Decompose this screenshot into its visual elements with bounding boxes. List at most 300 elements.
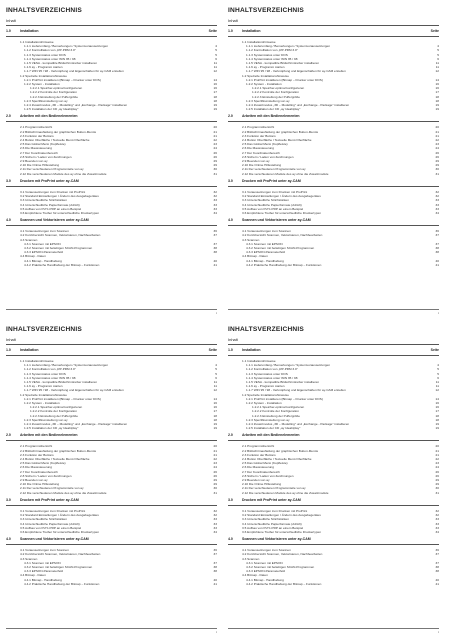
- toc-entry: [6, 263, 217, 267]
- toc-entry-page: 21: [213, 448, 217, 453]
- toc-entry-text: 4.3 Scannen: [242, 237, 260, 242]
- section-heading: [6, 433, 217, 438]
- toc-entry-page: 32: [213, 189, 217, 194]
- toc-entry-page: 17: [213, 409, 217, 414]
- toc-entry-page: 21: [435, 448, 439, 453]
- toc-entry-text: 1.1.5 VESA - kompatible Bildschirmtreiber installieren: [24, 380, 98, 385]
- toc-entry-text: 2.3 Funktion der Buttons: [242, 452, 276, 457]
- section-heading: [228, 29, 439, 34]
- section-number: 2.0: [228, 114, 233, 119]
- toc-entry-page: 31: [435, 171, 439, 176]
- toc-entry-text: 4.3.1 Scannen mit EPSON: [246, 560, 283, 565]
- toc-entry-text: 1.1 Installationshinweise: [20, 359, 54, 363]
- toc-entry-text: 3.3 Unterschiedliche Strichstärken: [242, 517, 289, 522]
- toc-entry-text: 1.2.5 Installation der CD „ay Ideabiplay": [24, 107, 79, 112]
- toc-entry-text: 4.1 Voraussetzungen zum Scannen: [20, 548, 69, 553]
- toc-entry-page: 19: [435, 426, 439, 431]
- toc-entry-text: 2.1 Programmübersicht: [242, 125, 275, 130]
- toc-section: [6, 348, 217, 430]
- toc-entry-text: 1.2.2.1 Speicher-optimal konfigurieren: [252, 405, 305, 410]
- toc-entry-text: 3.4 Unterschiedliche Papierformate (A4/A3): [20, 521, 80, 526]
- toc-page-top-right: [228, 7, 439, 317]
- toc-entry-page: 37: [213, 552, 217, 557]
- toc-entry-page: 11: [213, 65, 217, 70]
- toc-entry-page: 24: [435, 465, 439, 470]
- toc-entry-text: 2.3 Funktion der Buttons: [20, 452, 54, 457]
- toc-entry-text: 1.2.5 Installation der CD „ay Ideabiplay": [24, 426, 79, 431]
- toc-entry-page: 19: [213, 103, 217, 108]
- toc-entry-text: 2.6 Die Maussteuerung: [242, 465, 274, 470]
- toc-entry-page: 11: [435, 61, 439, 66]
- section-divider: [228, 440, 439, 441]
- toc-page-top-left: [6, 7, 217, 317]
- seite-label: [429, 179, 439, 184]
- toc-entry-text: 2.9 Beenden von ay: [242, 478, 270, 483]
- toc-entry-page: 41: [213, 581, 217, 586]
- toc-entry-text: 3.1 Voraussetzungen zum Drucken mit ProPrint: [242, 508, 308, 513]
- toc-entry-text: 1.2.2.2 Kontrolle der Konfiguration: [30, 409, 77, 414]
- section-title: Arbeiten mit den Bedienelementen: [20, 433, 78, 438]
- toc-entry-text: 4.3.3 EPSON-Parameterfeld: [24, 569, 64, 574]
- section-heading: [228, 114, 439, 119]
- toc-entry-page: 37: [213, 241, 217, 246]
- toc-section: [6, 498, 217, 534]
- toc-entry-page: 40: [213, 258, 217, 263]
- toc-entry-text: 4.4.2 Praktische Handhabung der Bitmap – Funktionen: [246, 262, 322, 267]
- seite-label: [429, 114, 439, 119]
- title-divider: [228, 344, 439, 345]
- toc-entry: [228, 530, 439, 534]
- toc-entry-page: 36: [213, 548, 217, 553]
- toc-entry-text: 1.1.7 WIN 95 / 98 - Verknüpfung und Eigenschaften für ay-CAM erstellen: [24, 69, 124, 74]
- toc-entry-text: 3.6 Empfohlene Treiber für unterschiedliche Druckertypen: [20, 210, 100, 215]
- toc-entry-page: 20: [213, 444, 217, 449]
- toc-entry-text: 2.10 Die Online Hilfestellung: [242, 163, 282, 168]
- toc-section: [228, 537, 439, 586]
- toc-entry-text: 2.8 Sichern / Laden von Zeichnungen: [242, 154, 294, 159]
- toc-entry-text: 1.2.2 System - Installation: [246, 82, 282, 87]
- toc-entry-page: 18: [213, 98, 217, 103]
- page-footer: [228, 628, 439, 636]
- toc-entry-page: 31: [435, 490, 439, 495]
- section-number: 4.0: [228, 537, 233, 542]
- section-title: Arbeiten mit den Bedienelementen: [242, 114, 300, 119]
- seite-label: [207, 179, 217, 184]
- toc-entry-page: 40: [435, 258, 439, 263]
- page-subtitle: Inhalt: [228, 337, 238, 342]
- toc-entry-page: 38: [435, 564, 439, 569]
- toc-entry-page: 5: [215, 371, 217, 376]
- toc-entry-text: 1.2.1 ProPrint installieren (Bitmap – Drucker unter DOS): [24, 396, 101, 401]
- toc-entry-text: 3.5 Aufbau von PLT1.PRP an einem Beispiel: [242, 206, 304, 211]
- toc-entry-text: 4.2 Kurzübersicht Scannen, Vektorisieren, Nachbearbeiten: [20, 233, 101, 238]
- toc-section: [228, 433, 439, 494]
- section-divider: [228, 505, 439, 506]
- section-divider: [228, 36, 439, 37]
- page-footer: [228, 309, 439, 317]
- toc-entry-page: 19: [435, 107, 439, 112]
- toc-entry-page: 21: [435, 452, 439, 457]
- section-number: 2.0: [6, 114, 11, 119]
- toc-entry-page: 23: [435, 142, 439, 147]
- toc-entry-text: 2.5 Das Global Menü (Kopfleiste): [20, 142, 66, 147]
- page-title: INHALTSVERZEICHNIS: [228, 326, 305, 333]
- toc-entry-page: 38: [213, 245, 217, 250]
- toc-entry-page: 32: [435, 189, 439, 194]
- toc-entry-text: 3.6 Empfohlene Treiber für unterschiedliche Druckertypen: [20, 529, 100, 534]
- toc-entry-text: 1.2.2.1 Speicher-optimal konfigurieren: [252, 86, 305, 91]
- toc-entry-text: 3.6 Empfohlene Treiber für unterschiedliche Druckertypen: [242, 210, 322, 215]
- toc-entry-page: 4: [215, 363, 217, 368]
- page-subtitle: Inhalt: [6, 337, 16, 342]
- toc-entry-text: 4.3.1 Scannen mit EPSON: [246, 241, 283, 246]
- toc-entry-text: 4.4.2 Praktische Handhabung der Bitmap – Funktionen: [246, 581, 322, 586]
- toc-entry-text: 3.5 Aufbau von PLT1.PRP an einem Beispiel: [20, 525, 82, 530]
- toc-entry-page: 26: [435, 469, 439, 474]
- section-number: 3.0: [228, 178, 233, 183]
- toc-entry-text: 2.1 Programmübersicht: [20, 444, 53, 449]
- toc-entry-text: 3.3 Unterschiedliche Strichstärken: [20, 517, 67, 522]
- section-divider: [6, 440, 217, 441]
- toc-entry: [228, 582, 439, 586]
- toc-entry-text: 1.1.7 WIN 95 / 98 - Verknüpfung und Eigenschaften für ay-CAM erstellen: [246, 69, 346, 74]
- toc-entry-text: 2.12 Die verschiedenen Module des ay ohne die Zusatzmodule: [20, 171, 107, 176]
- toc-entry-text: 1.2.3 Spezifikumstellung von ay: [246, 98, 290, 103]
- section-number: 1.0: [6, 348, 11, 352]
- toc-entry-text: 2.2 Bildschirmaufteilung der graphischen Button-Menüs: [20, 448, 97, 453]
- title-divider: [6, 25, 217, 26]
- toc-section: [6, 179, 217, 215]
- toc-entry-text: 1.1.6 ay - Programm starten: [24, 384, 63, 389]
- toc-entry-text: 1.1.3 Systemstatus unter DOS: [24, 52, 66, 57]
- toc-entry-text: 2.4 Button Oberfläche / Textuelle Menü Oberfläche: [242, 457, 312, 462]
- toc-entry-text: 1.1.2 Kontrolllation von „RP-PRM 3.0": [24, 367, 76, 372]
- toc-entry-text: 1.1.4 Systemstatus unter WIN 95 / 98: [246, 375, 298, 380]
- page-title: INHALTSVERZEICHNIS: [6, 7, 83, 14]
- toc-entry-page: 32: [435, 194, 439, 199]
- section-heading: [6, 348, 217, 353]
- toc-entry-page: 37: [435, 241, 439, 246]
- section-divider: [6, 505, 217, 506]
- toc-entry-text: 3.3 Unterschiedliche Strichstärken: [20, 198, 67, 203]
- toc-entry-page: 32: [213, 513, 217, 518]
- section-number: 2.0: [6, 433, 11, 438]
- toc-entry-text: 1.1.4 Systemstatus unter WIN 95 / 98: [24, 56, 76, 61]
- section-heading: [6, 114, 217, 119]
- toc-entry-text: 4.1 Voraussetzungen zum Scannen: [242, 548, 291, 553]
- toc-entry-text: 3.6 Empfohlene Treiber für unterschiedliche Druckertypen: [242, 529, 322, 534]
- toc-entry-page: 30: [213, 486, 217, 491]
- seite-label: [207, 498, 217, 503]
- toc-entry-page: 31: [213, 490, 217, 495]
- toc-entry-page: 14: [213, 396, 217, 401]
- toc-entry: [6, 107, 217, 111]
- section-title: Installation: [242, 348, 261, 352]
- toc-entry-text: 1.2.2.3 Einstellung der Puffergröße: [30, 94, 78, 99]
- toc-entry-text: 3.3 Unterschiedliche Strichstärken: [242, 198, 289, 203]
- toc-entry-text: 1.1.1 Lieferumfang / Bemerkungen / Systemvoraussetzungen: [24, 363, 109, 368]
- toc-section: [228, 29, 439, 111]
- toc-entry-page: 36: [435, 548, 439, 553]
- toc-entry-text: 3.1 Voraussetzungen zum Drucken mit ProPrint: [242, 189, 308, 194]
- toc-entry-page: 11: [213, 61, 217, 66]
- toc-entry-text: 1.2.5 Installation der CD „ay Ideabiplay": [246, 107, 301, 112]
- toc-entry-page: 31: [213, 171, 217, 176]
- toc-entry-page: 4: [437, 44, 439, 49]
- toc-entry-page: 38: [213, 564, 217, 569]
- toc-entry-page: 19: [435, 422, 439, 427]
- section-title: Scannen und Vektorisieren unter ay-CAM: [242, 537, 311, 542]
- toc-entry-page: 22: [435, 457, 439, 462]
- toc-entry-page: 5: [215, 48, 217, 53]
- page-title: INHALTSVERZEICHNIS: [6, 326, 83, 333]
- toc-entry-text: 1.2.1 ProPrint installieren (Bitmap – Drucker unter DOS): [246, 396, 323, 401]
- toc-entry-page: 5: [437, 367, 439, 372]
- toc-entry-text: 1.1.6 ay - Programm starten: [246, 384, 285, 389]
- toc-entry-page: 5: [437, 371, 439, 376]
- toc-page-bottom-left: [6, 326, 217, 636]
- toc-entry-text: 1.2 Spezielle Installationshinweise: [20, 73, 67, 78]
- toc-entry-page: 11: [435, 65, 439, 70]
- toc-entry-page: 32: [213, 194, 217, 199]
- toc-entry: [228, 491, 439, 495]
- section-title: Installation: [20, 29, 39, 33]
- toc-entry-text: 2.4 Button Oberfläche / Textuelle Menü Oberfläche: [20, 457, 90, 462]
- toc-entry-text: 4.4 Bitmap - Daten: [242, 573, 268, 578]
- toc-entry-text: 2.5 Das Global Menü (Kopfleiste): [242, 461, 288, 466]
- toc-entry-text: 2.8 Sichern / Laden von Zeichnungen: [20, 473, 72, 478]
- toc-entry-page: 16: [213, 82, 217, 87]
- toc-section: [228, 179, 439, 215]
- toc-entry-page: 6: [215, 375, 217, 380]
- toc-entry: [228, 107, 439, 111]
- page-footer: [6, 628, 217, 636]
- toc-entry-text: 2.2 Bildschirmaufteilung der graphischen Button-Menüs: [242, 448, 319, 453]
- toc-entry-page: 21: [435, 129, 439, 134]
- toc-entry-page: 41: [435, 581, 439, 586]
- toc-entry-page: 34: [435, 529, 439, 534]
- toc-entry-page: 12: [435, 388, 439, 393]
- section-divider: [228, 186, 439, 187]
- toc-entry: [6, 211, 217, 215]
- toc-entry-text: 1.2.3 Spezifikumstellung von ay: [246, 417, 290, 422]
- toc-entry-text: 3.4 Unterschiedliche Papierformate (A4/A3): [20, 202, 80, 207]
- toc-entry-page: 21: [213, 452, 217, 457]
- toc-entry-text: 2.11 Der verschiedenen Programmteile von ay: [242, 486, 306, 491]
- title-divider: [6, 344, 217, 345]
- toc-entry-text: 2.12 Die verschiedenen Module des ay ohne die Zusatzmodule: [242, 171, 329, 176]
- section-title: Drucken mit ProPrint unter ay-CAM: [20, 497, 79, 502]
- section-number: 3.0: [6, 497, 11, 502]
- toc-entry-page: 4: [437, 363, 439, 368]
- toc-entry-text: 2.10 Die Online Hilfestellung: [20, 482, 60, 487]
- toc-entry-page: 18: [213, 417, 217, 422]
- toc-entry-text: 3.5 Aufbau von PLT1.PRP an einem Beispiel: [20, 206, 82, 211]
- section-number: 4.0: [6, 537, 11, 542]
- section-number: 2.0: [228, 433, 233, 438]
- seite-label: [429, 498, 439, 503]
- page-title: INHALTSVERZEICHNIS: [228, 7, 305, 14]
- toc-entry-page: 38: [435, 250, 439, 255]
- toc-entry-text: 4.3.3 EPSON-Parameterfeld: [246, 250, 286, 255]
- toc-entry-page: 12: [213, 388, 217, 393]
- toc-entry-text: 2.9 Beenden von ay: [242, 159, 270, 164]
- toc-entry-text: 4.2 Kurzübersicht Scannen, Vektorisieren, Nachbearbeiten: [20, 552, 101, 557]
- toc-entry-text: 1.2.2.3 Einstellung der Puffergröße: [30, 413, 78, 418]
- toc-entry-page: 33: [435, 198, 439, 203]
- toc-entry-text: 4.3.2 Scannen mit beliebigen SCAN-Programmen: [246, 564, 315, 569]
- toc-entry-page: 16: [435, 405, 439, 410]
- seite-label: [429, 218, 439, 223]
- footer-rule: [6, 309, 217, 310]
- toc-entry-page: 5: [437, 52, 439, 57]
- toc-entry-text: 4.4.2 Praktische Handhabung der Bitmap – Funktionen: [24, 581, 100, 586]
- toc-entry-text: 1.1.5 VESA - kompatible Bildschirmtreiber installieren: [246, 61, 320, 66]
- toc-entry-text: 4.3.2 Scannen mit beliebigen SCAN-Programmen: [246, 245, 315, 250]
- toc-entry-page: 23: [213, 461, 217, 466]
- toc-entry-page: 33: [435, 521, 439, 526]
- toc-entry-text: 3.1 Voraussetzungen zum Drucken mit ProPrint: [20, 508, 86, 513]
- toc-entry-page: 5: [437, 48, 439, 53]
- toc-entry-text: 4.3.1 Scannen mit EPSON: [24, 560, 61, 565]
- toc-entry-text: 1.2.2.3 Einstellung der Puffergröße: [252, 413, 300, 418]
- toc-entry-page: 11: [435, 384, 439, 389]
- toc-entry-text: 2.6 Die Maussteuerung: [20, 146, 52, 151]
- toc-entry-page: 30: [213, 167, 217, 172]
- toc-entry-text: 4.4 Bitmap - Daten: [20, 573, 46, 578]
- toc-entry-text: 2.11 Der verschiedenen Programmteile von ay: [20, 167, 84, 172]
- toc-entry-text: 2.7 Der Koordinatenbereich: [242, 150, 280, 155]
- toc-entry-page: 19: [213, 426, 217, 431]
- toc-entry-text: 3.2 Standard Einstellungen / Ändern des Ausgabegerätes: [242, 513, 321, 518]
- toc-entry-page: 34: [213, 210, 217, 215]
- toc-entry-text: 2.5 Das Global Menü (Kopfleiste): [242, 142, 288, 147]
- toc-entry-text: 4.3.3 EPSON-Parameterfeld: [24, 250, 64, 255]
- toc-entry-text: 1.2.3 Spezifikumstellung von ay: [24, 417, 68, 422]
- toc-entry-page: 33: [213, 198, 217, 203]
- toc-entry-text: 1.1.3 Systemstatus unter DOS: [246, 371, 288, 376]
- toc-entry-text: 2.4 Button Oberfläche / Textuelle Menü Oberfläche: [242, 138, 312, 143]
- toc-entry: [228, 426, 439, 430]
- toc-entry-page: 20: [213, 125, 217, 130]
- section-number: 4.0: [228, 218, 233, 223]
- toc-entry-text: 4.3.2 Scannen mit beliebigen SCAN-Programmen: [24, 564, 93, 569]
- toc-entry-text: 3.2 Standard Einstellungen / Ändern des Ausgabegerätes: [20, 194, 99, 199]
- page-number: i: [438, 630, 439, 634]
- page-subtitle: Inhalt: [6, 18, 16, 23]
- toc-entry-page: 29: [435, 159, 439, 164]
- section-heading: [228, 348, 439, 353]
- seite-label: [207, 433, 217, 438]
- section-divider: [228, 121, 439, 122]
- toc-entry-page: 33: [435, 206, 439, 211]
- section-divider: [228, 225, 439, 226]
- toc-entry-page: 33: [213, 517, 217, 522]
- toc-entry-page: 37: [213, 233, 217, 238]
- toc-entry-page: 40: [435, 577, 439, 582]
- toc-entry-page: 24: [213, 146, 217, 151]
- toc-section: [6, 218, 217, 267]
- toc-entry-page: 11: [213, 384, 217, 389]
- toc-entry-page: 29: [213, 159, 217, 164]
- toc-entry-text: 4.4.1 Bitmap - Handhabung: [246, 577, 284, 582]
- toc-entry-text: 2.11 Der verschiedenen Programmteile von ay: [20, 486, 84, 491]
- section-title: Arbeiten mit den Bedienelementen: [20, 114, 78, 119]
- toc-entry-page: 19: [213, 422, 217, 427]
- toc-entry: [228, 211, 439, 215]
- toc-entry-page: 18: [213, 413, 217, 418]
- toc-entry-page: 37: [213, 560, 217, 565]
- section-number: 1.0: [228, 348, 233, 352]
- toc-entry-page: 26: [435, 150, 439, 155]
- toc-entry-page: 23: [435, 461, 439, 466]
- toc-entry-page: 16: [213, 405, 217, 410]
- toc-entry-text: 3.1 Voraussetzungen zum Drucken mit ProPrint: [20, 189, 86, 194]
- toc-entry-text: 4.3.3 EPSON-Parameterfeld: [246, 569, 286, 574]
- toc-entry: [228, 263, 439, 267]
- section-number: 1.0: [228, 29, 233, 33]
- toc-entry-page: 22: [213, 457, 217, 462]
- toc-entry-page: 26: [435, 473, 439, 478]
- toc-entry: [6, 582, 217, 586]
- section-title: Scannen und Vektorisieren unter ay-CAM: [242, 218, 311, 223]
- section-heading: [228, 537, 439, 542]
- toc-entry-page: 32: [435, 513, 439, 518]
- toc-entry-page: 33: [213, 521, 217, 526]
- toc-entry-text: 2.9 Beenden von ay: [20, 478, 48, 483]
- toc-entry-text: 1.2.2.1 Speicher-optimal konfigurieren: [30, 405, 83, 410]
- title-divider: [228, 25, 439, 26]
- toc-entry-text: 1.1 Installationshinweise: [242, 359, 276, 363]
- toc-entry-text: 4.3 Scannen: [242, 556, 260, 561]
- toc-entry-text: 1.2.2.2 Kontrolle der Konfiguration: [252, 90, 299, 95]
- section-title: Installation: [242, 29, 261, 33]
- toc-entry-page: 26: [435, 154, 439, 159]
- toc-entry-text: 2.5 Das Global Menü (Kopfleiste): [20, 461, 66, 466]
- section-heading: [228, 433, 439, 438]
- toc-section: [6, 433, 217, 494]
- section-title: Drucken mit ProPrint unter ay-CAM: [20, 178, 79, 183]
- seite-label: [207, 114, 217, 119]
- toc-entry-page: 20: [435, 444, 439, 449]
- toc-entry-page: 21: [213, 129, 217, 134]
- seite-label: Seite: [430, 29, 439, 33]
- toc-entry-text: 2.3 Funktion der Buttons: [242, 133, 276, 138]
- seite-label: Seite: [208, 29, 217, 33]
- toc-entry-page: 12: [213, 69, 217, 74]
- toc-entry-text: 4.3.1 Scannen mit EPSON: [24, 241, 61, 246]
- seite-label: [207, 537, 217, 542]
- section-divider: [6, 186, 217, 187]
- section-divider: [6, 355, 217, 356]
- toc-entry-text: 3.4 Unterschiedliche Papierformate (A4/A3): [242, 521, 302, 526]
- toc-entry-page: 17: [213, 90, 217, 95]
- toc-entry-text: 1.1.2 Kontrolllation von „RP-PRM 3.0": [24, 48, 76, 53]
- toc-entry-text: 1.1.5 VESA - kompatible Bildschirmtreiber installieren: [246, 380, 320, 385]
- toc-entry-page: 29: [435, 478, 439, 483]
- section-divider: [6, 544, 217, 545]
- toc-entry-text: 1.1 Installationshinweise: [242, 40, 276, 44]
- toc-entry-page: 41: [213, 262, 217, 267]
- toc-entry-text: 1.2 Spezielle Installationshinweise: [242, 73, 289, 78]
- toc-entry-text: 4.2 Kurzübersicht Scannen, Vektorisieren, Nachbearbeiten: [242, 233, 323, 238]
- toc-entry-text: 1.2.4 Zusatzmodus „3D – Modelling" und „Exchange - Package" installieren: [24, 422, 128, 427]
- toc-entry-page: 6: [437, 56, 439, 61]
- toc-entry-text: 1.1.4 Systemstatus unter WIN 95 / 98: [246, 56, 298, 61]
- toc-entry-text: 4.4.1 Bitmap - Handhabung: [24, 577, 62, 582]
- toc-entry: [228, 172, 439, 176]
- toc-entry-text: 1.2.5 Installation der CD „ay Ideabiplay": [246, 426, 301, 431]
